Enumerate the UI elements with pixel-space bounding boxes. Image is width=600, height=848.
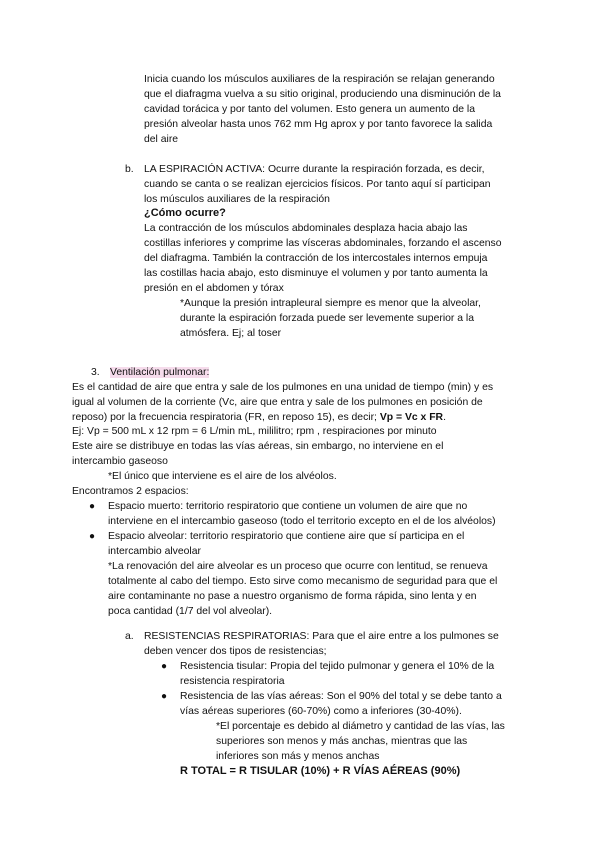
item-b-line: LA ESPIRACIÓN ACTIVA: Ocurre durante la respiración forzada, es decir,: [144, 164, 485, 175]
bullet-icon: ●: [161, 661, 168, 672]
bullet-line: interviene en el intercambio gaseoso (todo el territorio excepto en el de los alvéolos): [108, 516, 496, 527]
sub-bullet-line: Resistencia tisular: Propia del tejido pulmonar y genera el 10% de la: [180, 661, 495, 672]
formula-vp: Vp = Vc x FR: [379, 412, 444, 423]
example-line: Ej: Vp = 500 mL x 12 rpm = 6 L/min mL, mililitro; rpm , respiraciones por minuto: [72, 426, 437, 437]
sub-note-line: inferiores son más y menos anchas: [216, 751, 380, 762]
section-number: 3.: [91, 367, 100, 378]
alveolo-note: *El único que interviene es el aire de los alvéolos.: [108, 471, 337, 482]
definition-line: Es el cantidad de aire que entra y sale de los pulmones en una unidad de tiempo (min) y es: [72, 382, 494, 393]
item-a-line: RESISTENCIAS RESPIRATORIAS: Para que el aire entre a los pulmones se: [144, 631, 499, 642]
sub-bullet-line: Resistencia de las vías aéreas: Son el 90% del total y se debe tanto a: [180, 691, 502, 702]
bullet-icon: ●: [89, 501, 96, 512]
renewal-line: totalmente al cabo del tiempo. Esto sirve como mecanismo de seguridad para que el: [108, 576, 498, 587]
item-b-line: los músculos auxiliares de la respiración: [144, 194, 330, 205]
definition-line: igual al volumen de la corriente (Vc, aire que entra y sale de los pulmones en posición de: [72, 397, 483, 408]
answer-line: las costillas hacia abajo, esto disminuye el volumen y por tanto aumenta la: [144, 268, 488, 279]
answer-line: La contracción de los músculos abdominales desplaza hacia abajo las: [144, 223, 468, 234]
distribution-line: intercambio gaseoso: [72, 456, 168, 467]
section-title: [110, 365, 209, 380]
answer-line: presión en el abdomen y tórax: [144, 283, 284, 294]
intro-line: presión alveolar hasta unos 762 mm Hg aprox y por tanto favorece la salida: [144, 119, 493, 130]
intro-line: cavidad torácica y por tanto del volumen. Esto genera un aumento de la: [144, 104, 475, 115]
intro-line: del aire: [144, 134, 179, 145]
question-heading: ¿Cómo ocurre?: [144, 207, 226, 219]
intro-line: Inicia cuando los músculos auxiliares de la respiración se relajan generando: [144, 74, 495, 85]
bullet-line: Espacio alveolar: territorio respiratorio que contiene aire que sí participa en el: [108, 531, 465, 542]
list-marker-a: a.: [125, 631, 134, 642]
renewal-line: poca cantidad (1/7 del vol alveolar).: [108, 606, 273, 617]
note-line: atmósfera. Ej; al toser: [180, 328, 282, 339]
renewal-line: *La renovación del aire alveolar es un proceso que ocurre con lentitud, se renueva: [108, 561, 488, 572]
sub-note-line: superiores son menos y más anchas, mientras que las: [216, 736, 468, 747]
distribution-line: Este aire se distribuye en todas las vías aéreas, sin embargo, no interviene en el: [72, 441, 444, 452]
definition-text: reposo) por la frecuencia respiratoria (FR, en reposo 15), es decir;: [72, 412, 380, 423]
definition-line: [72, 410, 446, 425]
bullet-icon: ●: [161, 691, 168, 702]
bullet-icon: ●: [89, 531, 96, 542]
answer-line: costillas inferiores y comprime las vísceras abdominales, forzando el ascenso: [144, 238, 502, 249]
definition-end: .: [443, 412, 446, 423]
note-line: *Aunque la presión intrapleural siempre es menor que la alveolar,: [180, 298, 481, 309]
item-a-line: deben vencer dos tipos de resistencias;: [144, 646, 327, 657]
answer-line: del diafragma. También la contracción de los intercostales internos empuja: [144, 253, 488, 264]
renewal-line: aire contaminante no pase a nuestro organismo de forma rápida, sino lenta y en: [108, 591, 477, 602]
sub-note-line: *El porcentaje es debido al diámetro y cantidad de las vías, las: [216, 721, 505, 732]
bullet-line: Espacio muerto: territorio respiratorio que contiene un volumen de aire que no: [108, 501, 468, 512]
list-marker-b: b.: [125, 164, 134, 175]
bullet-line: intercambio alveolar: [108, 546, 201, 557]
note-line: durante la espiración forzada puede ser levemente superior a la: [180, 313, 475, 324]
item-b-line: cuando se canta o se realizan ejercicios físicos. Por tanto aquí sí participan: [144, 179, 491, 190]
sub-bullet-line: vías aéreas superiores (60-70%) como a inferiores (30-40%).: [180, 706, 462, 717]
section-title-text: Ventilación pulmonar:: [110, 367, 210, 378]
intro-line: que el diafragma vuelva a su sitio original, produciendo una disminución de la: [144, 89, 501, 100]
spaces-intro: Encontramos 2 espacios:: [72, 486, 189, 497]
sub-bullet-line: resistencia respiratoria: [180, 676, 285, 687]
total-resistance-formula: R TOTAL = R TISULAR (10%) + R VÍAS AÉREAS (90%): [180, 765, 461, 777]
